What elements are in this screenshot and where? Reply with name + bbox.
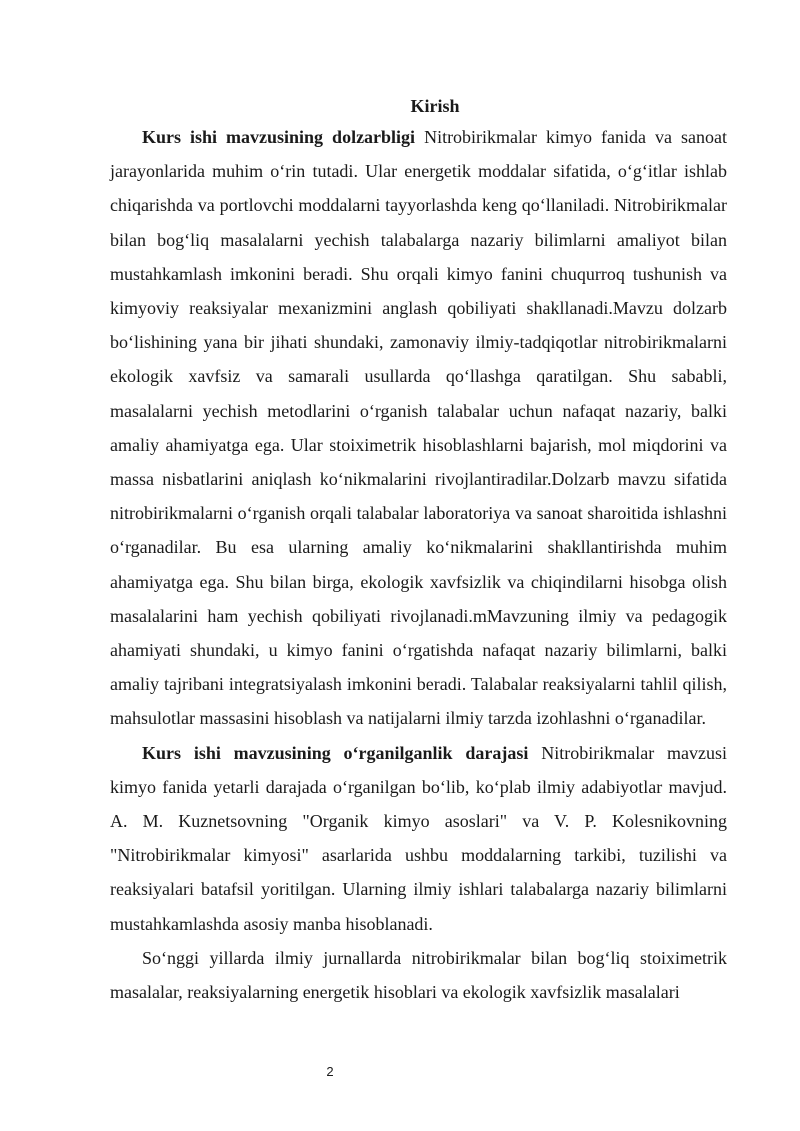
paragraph-relevance xyxy=(110,120,727,736)
paragraph-text: So‘nggi yillarda ilmiy jurnallarda nitrobirikmalar bilan bog‘liq stoiximetrik masalalar, reaksiyalarning energetik hisoblari va ekologik xavfsizlik masalalari xyxy=(110,947,727,1003)
paragraph-heading: Kurs ishi mavzusining dolzarbligi xyxy=(142,127,416,147)
paragraph-text: Nitrobirikmalar kimyo fanida va sanoat jarayonlarida muhim o‘rin tutadi. Ular energetik moddalar sifatida, o‘g‘itlar ishlab chiqarishda va portlovchi moddalarni tayyorlashda keng qo‘llaniladi. Nitrobirikmalar bilan bog‘liq masalalarni yechish talabalarga nazariy bilimlarni amaliyot bilan mustahkamlash imkonini beradi. Shu orqali kimyo fanini chuqurroq tushunish va kimyoviy reaksiyalar mexanizmini anglash qobiliyati shakllanadi.Mavzu dolzarb bo‘lishining yana bir jihati shundaki, zamonaviy ilmiy-tadqiqotlar nitrobirikmalarni ekologik xavfsiz va samarali usullarda qo‘llashga qaratilgan. Shu sababli, masalalarni yechish metodlarini o‘rganish talabalar uchun nafaqat nazariy, balki amaliy ahamiyatga ega. Ular stoiximetrik hisoblashlarni bajarish, mol miqdorini va massa nisbatlarini aniqlash ko‘nikmalarini rivojlantiradilar.Dolzarb mavzu sifatida nitrobirikmalarni o‘rganish orqali talabalar laboratoriya va sanoat sharoitida ishlashni o‘rganadilar. Bu esa ularning amaliy ko‘nikmalarini shakllantirishda muhim ahamiyatga ega. Shu bilan birga, ekologik xavfsizlik va chiqindilarni hisobga olish masalalarini ham yechish qobiliyati rivojlanadi.mMavzuning ilmiy va pedagogik ahamiyati shundaki, u kimyo fanini o‘rgatishda nafaqat nazariy bilimlarni, balki amaliy tajribani integratsiyalash imkonini beradi. Talabalar reaksiyalarni tahlil qilish, mahsulotlar massasini hisoblash va natijalarni ilmiy tarzda izohlashni o‘rganadilar. xyxy=(110,127,727,729)
page-number: 2 xyxy=(326,1064,334,1079)
section-title: Kirish xyxy=(410,96,460,116)
paragraph-study-degree xyxy=(110,736,727,941)
paragraph-recent-years xyxy=(110,941,727,1009)
body-text xyxy=(110,120,727,1009)
paragraph-text: Nitrobirikmalar mavzusi kimyo fanida yetarli darajada o‘rganilgan bo‘lib, ko‘plab ilmiy adabiyotlar mavjud. A. M. Kuznetsovning "Organik kimyo asoslari" va V. P. Kolesnikovning "Nitrobirikmalar kimyosi" asarlarida ushbu moddalarning tarkibi, tuzilishi va reaksiyalari batafsil yoritilgan. Ularning ilmiy ishlari talabalarga nazariy bilimlarni mustahkamlashda asosiy manba hisoblanadi. xyxy=(110,742,727,934)
paragraph-heading: Kurs ishi mavzusining o‘rganilganlik darajasi xyxy=(142,742,529,763)
